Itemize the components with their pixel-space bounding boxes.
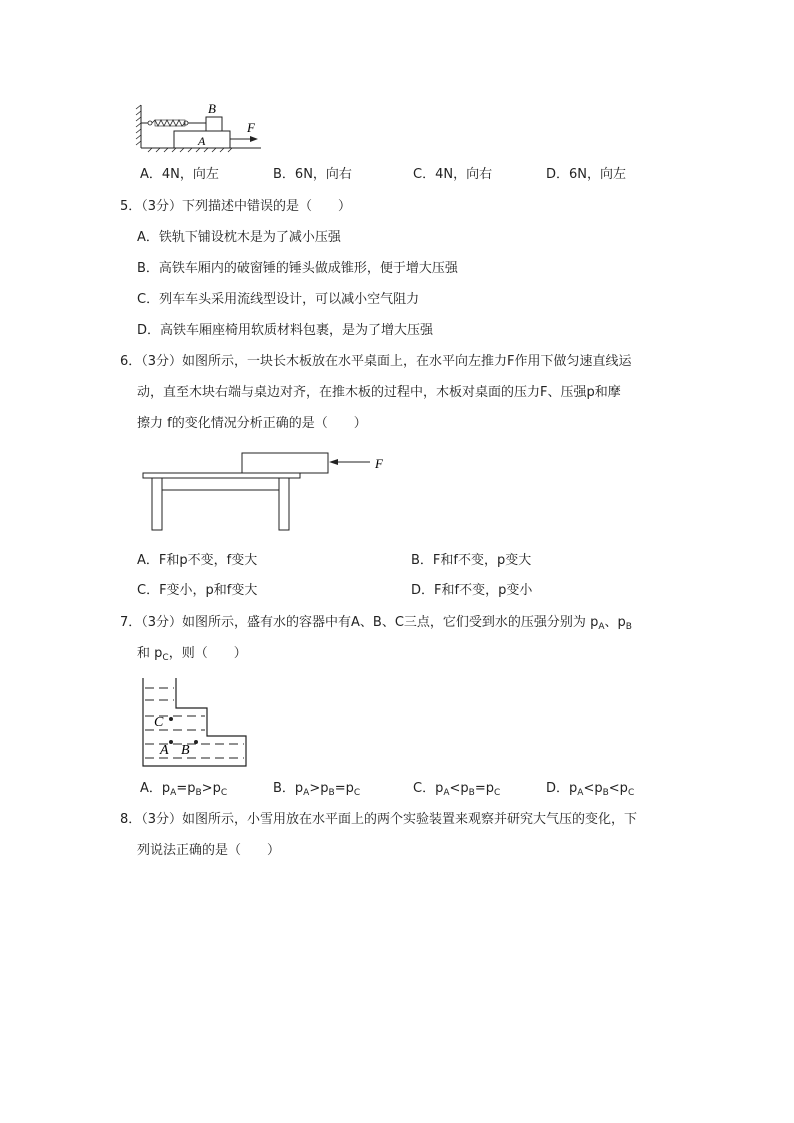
q6-stem-line3: 擦力 f的变化情况分析正确的是（ ） — [137, 416, 367, 431]
q6-stem-line1: 6．（3分）如图所示，一块长木板放在水平桌面上，在水平向左推力F作用下做匀速直线运 — [120, 354, 632, 369]
q6-option-a[interactable]: A．F和p不变，f变大 — [137, 553, 258, 568]
q4-option-b[interactable]: B．6N，向右 — [273, 167, 352, 182]
q7-stem-line2: 和 $p_C$，则（ ） — [137, 646, 247, 663]
q5-option-a[interactable]: A．铁轨下铺设枕木是为了减小压强 — [137, 230, 341, 245]
q4-option-d[interactable]: D．6N，向左 — [546, 167, 627, 182]
fig4-label-f: F — [247, 120, 255, 135]
q7-option-a[interactable]: A．$p_A=p_B>p_C$ — [140, 781, 228, 798]
q6-option-b[interactable]: B．F和f不变，p变大 — [411, 553, 532, 568]
q4-option-a[interactable]: A．4N，向左 — [140, 167, 219, 182]
fig7-label-c: C — [154, 715, 164, 730]
q7-option-d[interactable]: D．$p_A<p_B<p_C$ — [546, 781, 635, 798]
q6-stem-line2: 动，直至木块右端与桌边对齐，在推木板的过程中，木板对桌面的压力F、压强p和摩 — [137, 385, 621, 400]
q7-option-c[interactable]: C．$p_A<p_B=p_C$ — [413, 781, 501, 798]
fig4-label-b: B — [208, 101, 216, 116]
q4-option-c[interactable]: C．4N，向右 — [413, 167, 493, 182]
fig7-label-a: A — [160, 743, 169, 758]
q8-stem-line2: 列说法正确的是（ ） — [137, 843, 281, 858]
figure-q6-board-on-table — [140, 450, 400, 535]
q5-option-d[interactable]: D．高铁车厢座椅用软质材料包裹，是为了增大压强 — [137, 323, 434, 338]
q5-option-c[interactable]: C．列车车头采用流线型设计，可以减小空气阻力 — [137, 292, 420, 307]
q7-stem-line1: 7．（3分）如图所示，盛有水的容器中有A、B、C三点，它们受到水的压强分别为 $p_A$、$p_B$ — [120, 615, 632, 632]
fig7-label-b: B — [181, 743, 190, 758]
figure-q7-water-container — [140, 676, 250, 771]
fig4-label-a: A — [198, 134, 206, 148]
q5-stem: 5．（3分）下列描述中错误的是（ ） — [120, 199, 352, 214]
q5-option-b[interactable]: B．高铁车厢内的破窗锤的锤头做成锥形，便于增大压强 — [137, 261, 458, 276]
q6-option-d[interactable]: D．F和f不变，p变小 — [411, 583, 533, 598]
q7-option-b[interactable]: B．$p_A>p_B=p_C$ — [273, 781, 361, 798]
q8-stem-line1: 8．（3分）如图所示，小雪用放在水平面上的两个实验装置来观察并研究大气压的变化，下 — [120, 812, 638, 827]
q6-option-c[interactable]: C．F变小，p和f变大 — [137, 583, 258, 598]
fig6-label-f: F — [375, 456, 383, 471]
figure-q4-spring-block — [136, 100, 276, 155]
